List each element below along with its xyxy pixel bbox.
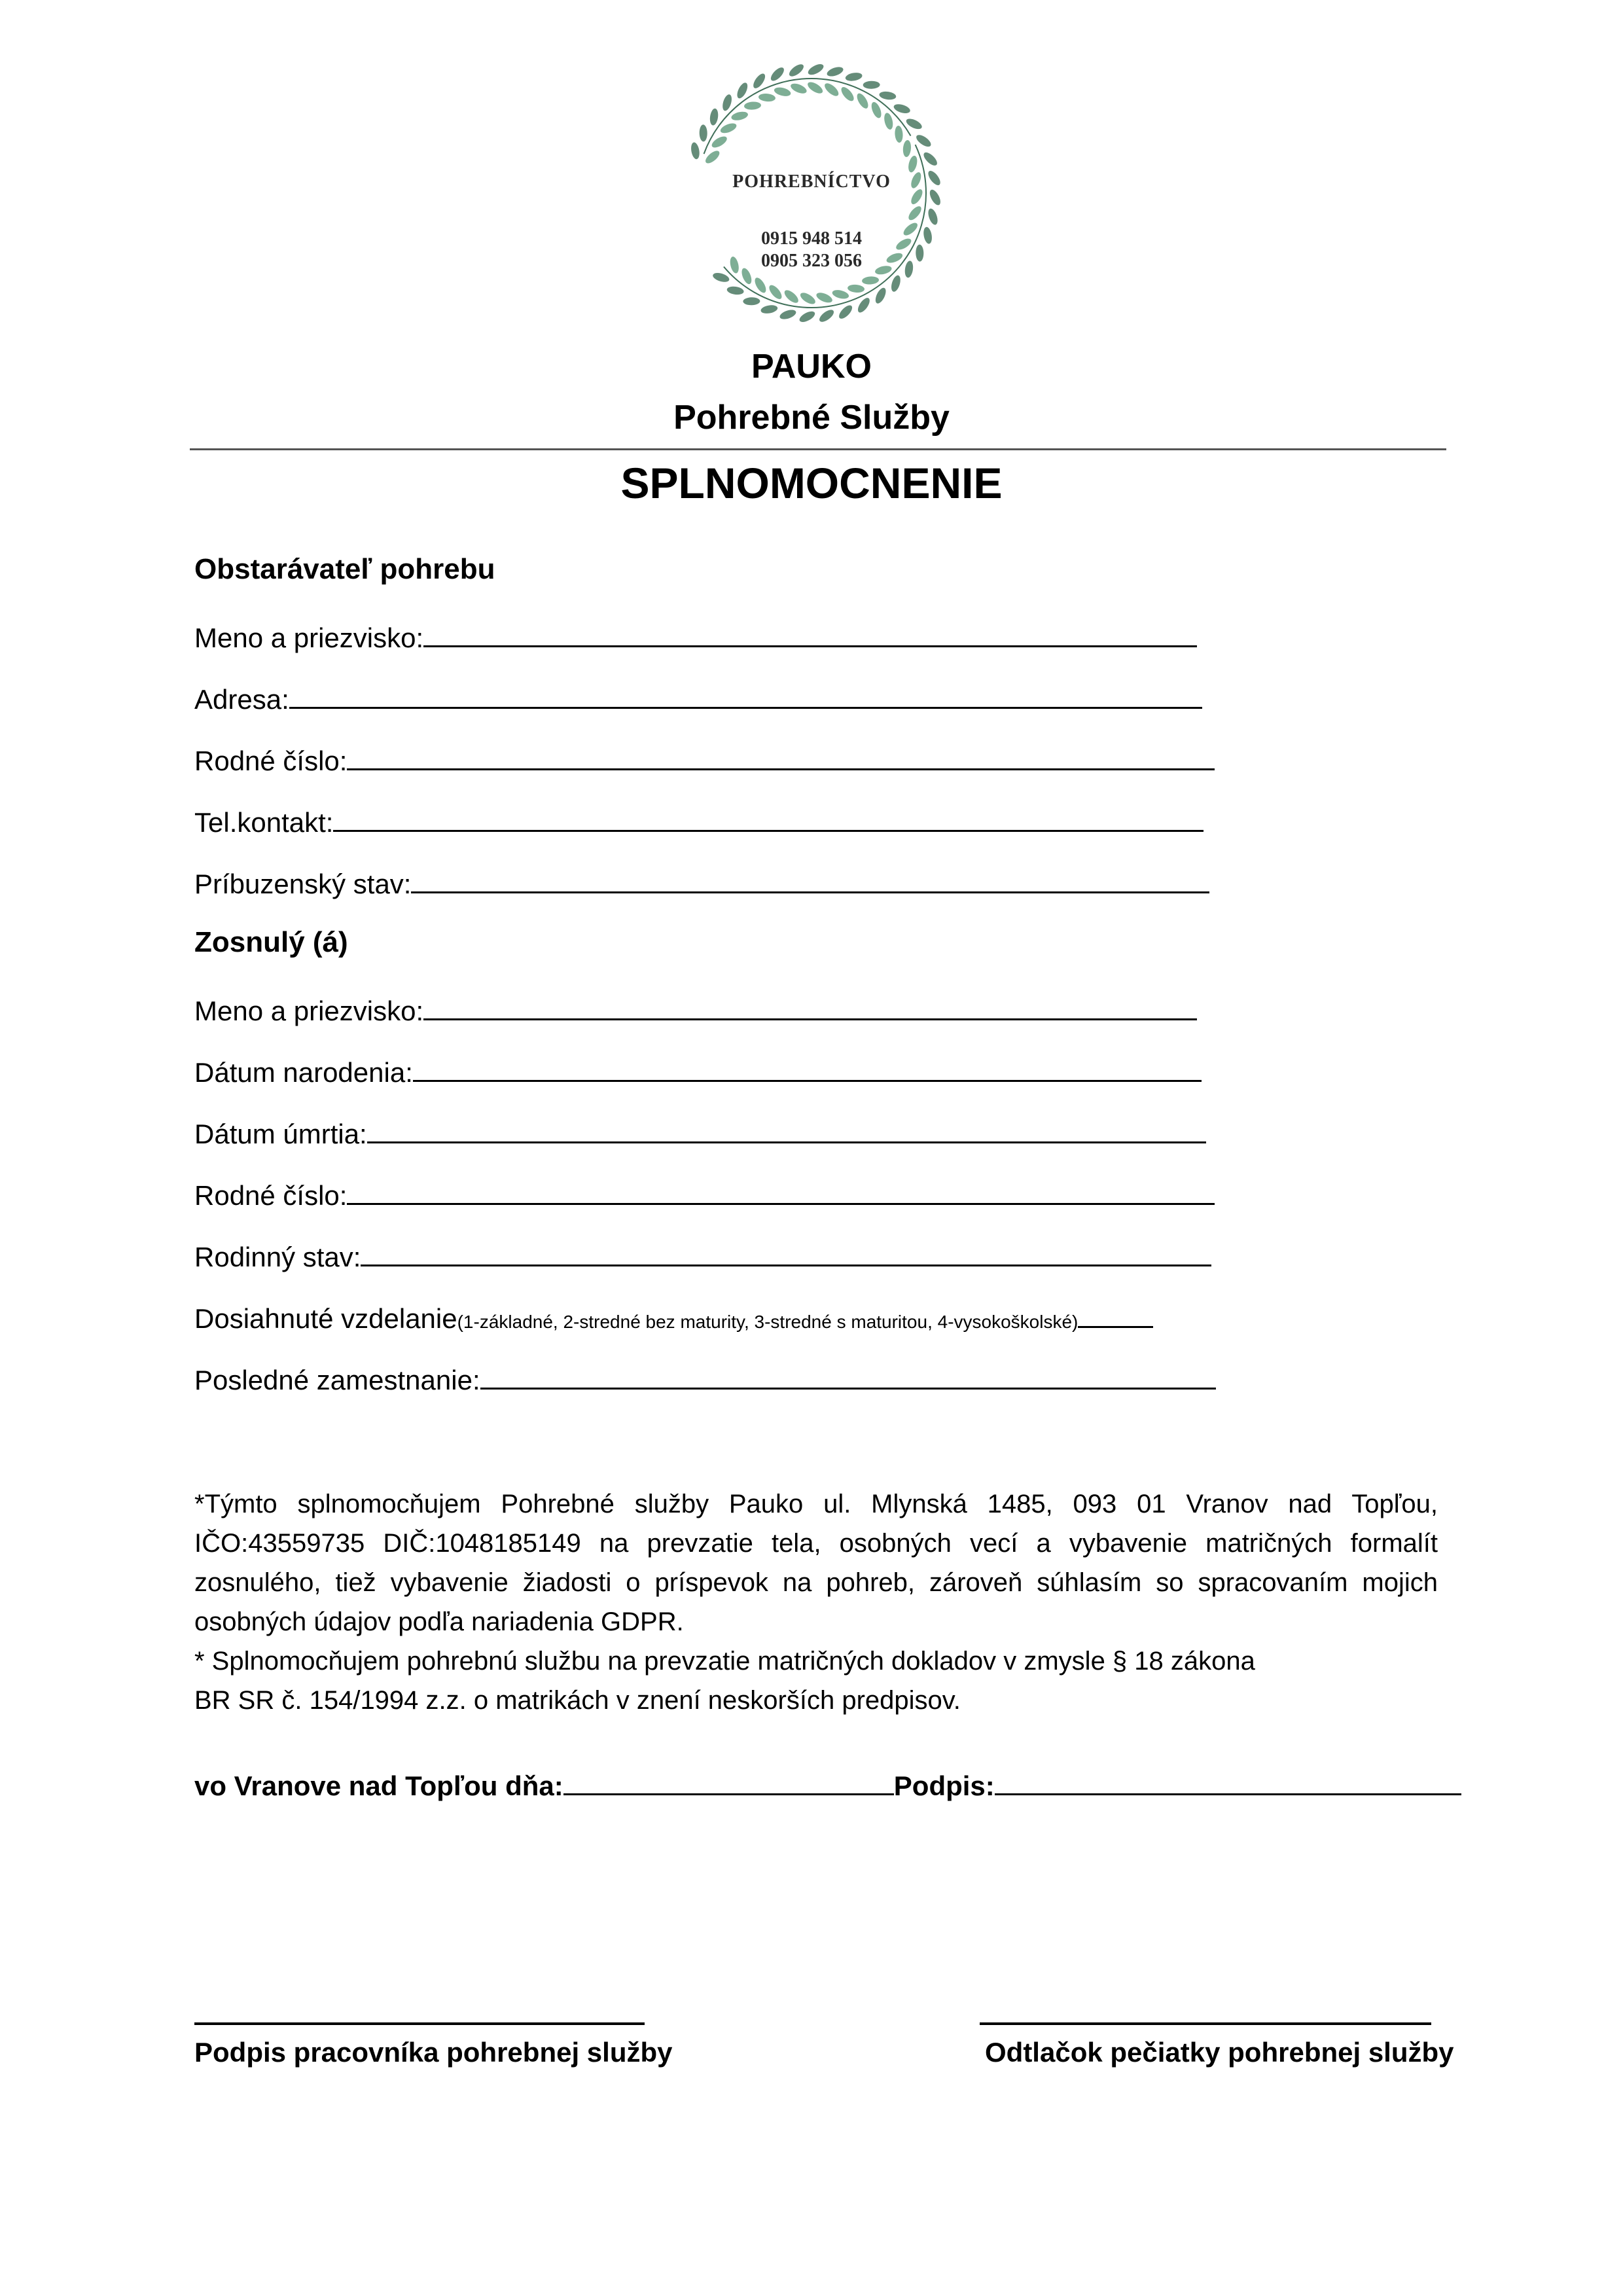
wreath-leaf [726,285,744,296]
wreath-leaf [904,117,923,131]
wreath-leaf [823,81,840,98]
wreath-leaf [862,276,880,285]
wreath-leaf [699,124,707,141]
logo-phone-2: 0905 323 056 [761,251,862,271]
header-divider [190,448,1446,450]
deceased-birth-date-field[interactable] [194,1053,1202,1092]
section-title-arranger: Obstarávateľ pohrebu [194,553,495,585]
logo-title: POHREBNÍCTVO [732,171,891,192]
wreath-leaf [855,92,870,110]
place-date-label: vo Vranove nad Topľou dňa: [194,1770,563,1801]
wreath-leaf [921,151,939,168]
wreath-leaf [879,90,897,101]
brand-name: PAUKO [751,348,872,386]
deceased-last-employment-field[interactable] [194,1361,1216,1400]
field-label: Tel.kontakt: [194,807,334,838]
signature-blank-line[interactable] [995,1772,1461,1795]
field-label: Dátum úmrtia: [194,1119,367,1149]
wreath-leaf [719,121,738,135]
wreath-leaf [779,308,797,321]
arranger-phone-field[interactable] [194,803,1204,842]
stamp-label: Odtlačok pečiatky pohrebnej služby [985,2037,1454,2068]
wreath-leaf [914,133,933,149]
wreath-leaf [883,112,895,130]
wreath-leaf [735,81,749,100]
brand-subtitle: Pohrebné Služby [673,399,950,437]
wreath-leaf [787,62,806,79]
field-label: Meno a priezvisko: [194,622,424,653]
wreath-logo-icon [661,62,962,337]
wreath-leaf [893,103,911,115]
field-label: Príbuzenský stav: [194,869,412,899]
wreath-leaf [783,288,800,305]
field-label: Rodné číslo: [194,1180,348,1211]
wreath-leaf [817,308,836,324]
stamp-line[interactable] [980,2022,1431,2025]
arranger-name-field[interactable] [194,619,1197,658]
place-date-signature-row[interactable] [194,1770,1461,1802]
wreath-leaf [709,108,719,126]
wreath-leaf [758,93,776,102]
wreath-leaf [837,303,855,321]
arranger-relationship-field[interactable] [194,865,1209,904]
field-label: Posledné zamestnanie: [194,1365,480,1395]
education-note: (1-základné, 2-stredné bez maturity, 3-stredné s maturitou, 4-vysokoškolské) [457,1312,1079,1332]
wreath-leaf [753,276,768,295]
blank-line[interactable] [347,1182,1215,1205]
field-label: Rodinný stav: [194,1242,361,1272]
wreath-leaf [751,72,768,90]
blank-line[interactable] [361,1244,1211,1266]
field-label: Dátum narodenia: [194,1057,413,1088]
authorization-paragraph: *Týmto splnomocňujem Pohrebné služby Pauko ul. Mlynská 1485, 093 01 Vranov nad Topľou, IČO:43559735 DIČ:1048185149 na prevzatie tela, osobných vecí a vybavenie matričných formalít zosnulého, tiež vybavenie žiadosti o príspevok na pohreb, zároveň súhlasím so spracovaním mojich osobných údajov podľa nariadenia GDPR. [194,1490,1438,1636]
authorization-note-line-2: BR SR č. 154/1994 z.z. o matrikách v znení neskorších predpisov. [194,1686,961,1715]
field-label: Adresa: [194,684,289,715]
wreath-leaf [906,204,923,222]
date-blank-line[interactable] [563,1772,894,1795]
wreath-leaf [847,284,865,293]
wreath-leaf [826,65,844,79]
wreath-leaf [806,80,824,96]
wreath-leaf [798,309,817,324]
section-title-deceased: Zosnulý (á) [194,926,348,958]
blank-line[interactable] [480,1367,1216,1390]
arranger-address-field[interactable] [194,680,1202,719]
wreath-leaf [704,149,722,166]
deceased-marital-status-field[interactable] [194,1238,1211,1277]
blank-line[interactable] [367,1121,1206,1143]
wreath-leaf [710,134,728,150]
wreath-leaf [895,126,904,143]
wreath-leaf [774,86,792,98]
wreath-leaf [760,304,779,314]
field-label: Dosiahnuté vzdelanie [194,1303,457,1334]
wreath-leaf [806,62,825,77]
wreath-leaf [863,81,880,88]
wreath-leaf [789,82,808,96]
wreath-leaf [730,110,749,122]
worker-signature-label: Podpis pracovníka pohrebnej služby [194,2037,673,2068]
wreath-leaf [798,291,817,306]
worker-signature-line[interactable] [194,2022,645,2025]
authorization-note-line-1: * Splnomocňujem pohrebnú službu na prevzatie matričných dokladov v zmysle § 18 zákona [194,1647,1255,1676]
document-title: SPLNOMOCNENIE [620,459,1003,507]
wreath-leaf [874,286,888,305]
wreath-leaf [845,71,863,82]
deceased-name-field[interactable] [194,992,1197,1031]
wreath-leaf [744,101,762,111]
deceased-death-date-field[interactable] [194,1115,1206,1154]
logo [661,62,962,337]
wreath-leaf [721,94,734,112]
arranger-birth-number-field[interactable] [194,742,1215,781]
wreath-leaf [839,85,856,103]
wreath-leaf [712,271,730,283]
wreath-leaf [767,283,784,301]
blank-line[interactable] [289,686,1202,709]
wreath-leaf [927,207,940,226]
deceased-birth-number-field[interactable] [194,1176,1215,1215]
blank-line[interactable] [1078,1305,1153,1328]
wreath-leaf [815,291,834,304]
blank-line[interactable] [413,1059,1202,1082]
deceased-education-field[interactable] [194,1299,1153,1342]
field-label: Rodné číslo: [194,745,348,776]
blank-line[interactable] [423,997,1197,1020]
wreath-leaf [902,139,912,157]
blank-line[interactable] [423,624,1197,647]
wreath-leaf [889,274,902,293]
wreath-leaf [743,297,760,305]
wreath-leaf [769,65,787,83]
field-label: Meno a priezvisko: [194,996,424,1026]
wreath-leaf [856,296,872,314]
signature-label: Podpis: [893,1770,995,1801]
wreath-leaf [831,289,849,300]
wreath-leaf [907,155,919,173]
blank-line[interactable] [347,747,1215,770]
logo-phone-1: 0915 948 514 [761,228,862,249]
wreath-leaf [870,101,883,120]
blank-line[interactable] [333,809,1204,832]
blank-line[interactable] [411,870,1209,893]
wreath-leaf [690,142,700,160]
